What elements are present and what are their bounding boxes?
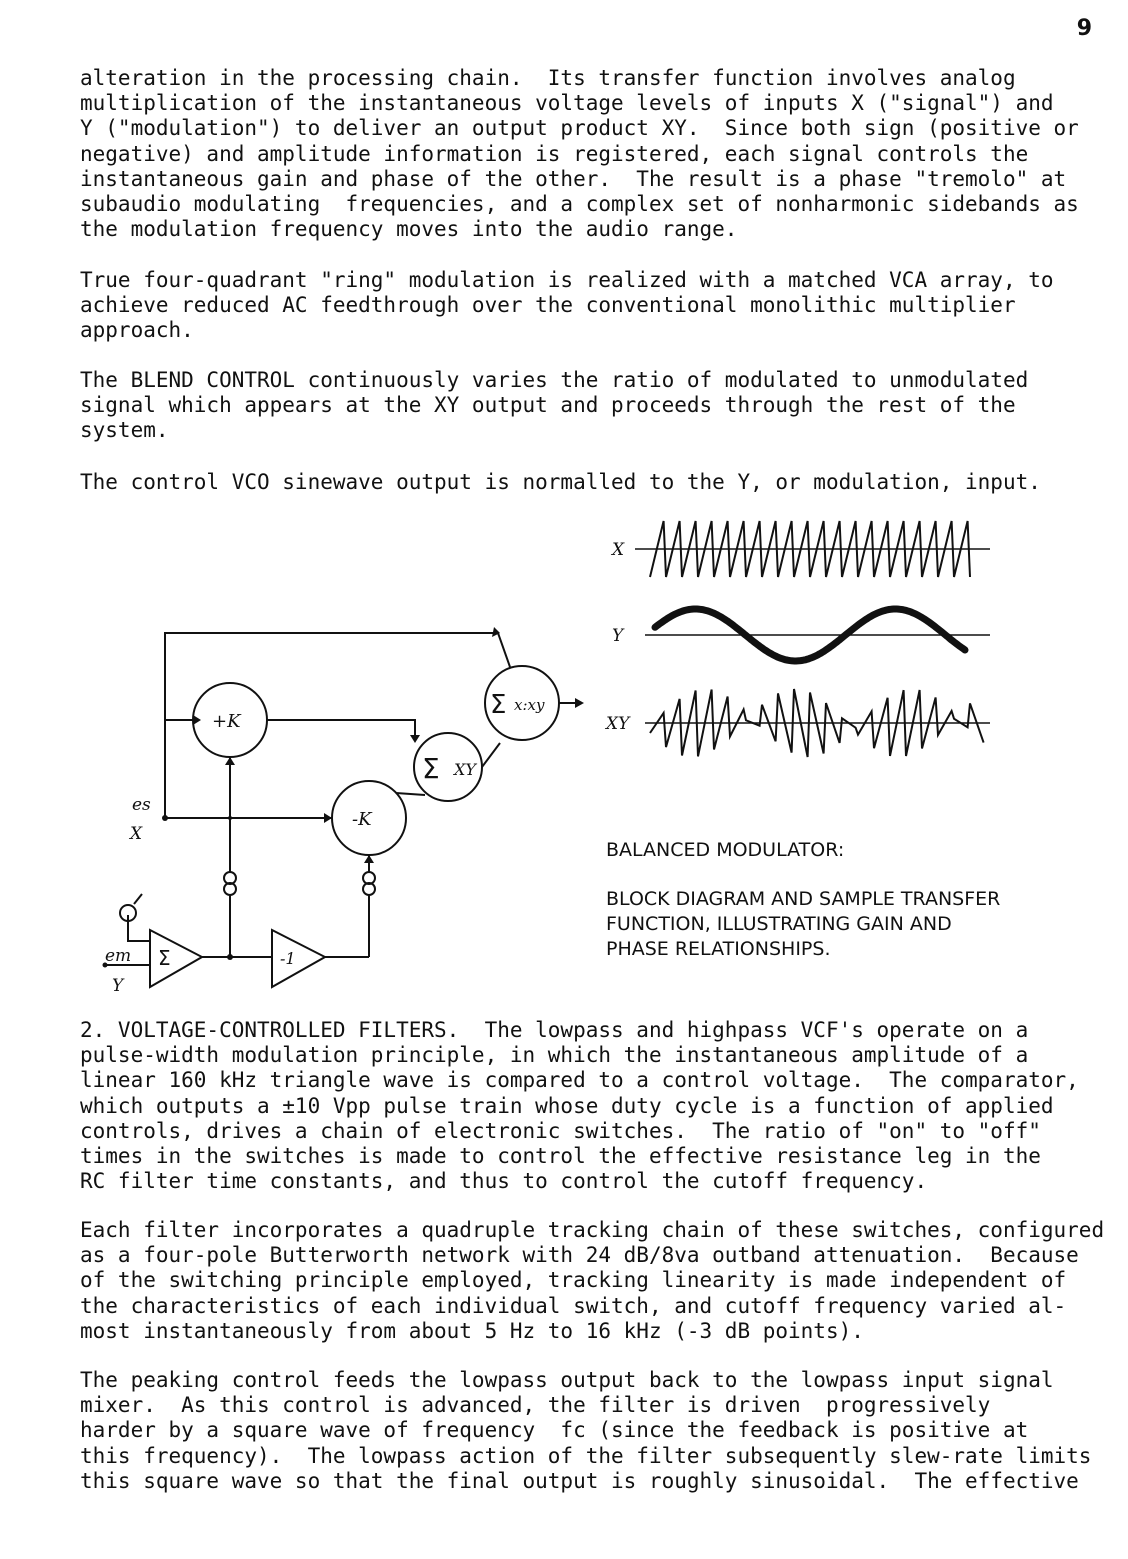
em-label: em [105,946,132,966]
text-line: linear 160 kHz triangle wave is compared to a control voltage. The comparator, [80,1068,1079,1093]
y-waveform-label: Y [612,626,624,646]
text-line: 2. VOLTAGE-CONTROLLED FILTERS. The lowpass and highpass VCF's operate on a [80,1018,1029,1042]
es-label: es [132,795,151,815]
text-line: True four-quadrant "ring" modulation is realized with a matched VCA array, to [80,268,1054,292]
gain-positive-label: +K [212,711,241,732]
text-line: the modulation frequency moves into the audio range. [80,217,738,242]
arrow-to-blend [498,633,510,667]
text-line: subaudio modulating frequencies, and a complex set of nonharmonic sidebands as [80,192,1079,217]
text-line: controls, drives a chain of electronic switches. The ratio of "on" to "off" [80,1118,1041,1143]
paragraph-blend-control [80,368,1028,444]
mixer-label: Σ [158,946,171,970]
text-line: multiplication of the instantaneous voltage levels of inputs X ("signal") and [80,91,1054,116]
blend-control-line [128,915,150,941]
inverter-label: -1 [280,949,296,968]
blend-control-pointer [134,894,142,904]
paragraph-peaking-control [80,1368,1091,1494]
text-line: mixer. As this control is advanced, the filter is driven progressively [80,1393,991,1418]
text-line: signal which appears at the XY output and proceeds through the rest of the [80,393,1016,418]
text-line: this frequency). The lowpass action of the filter subsequently slew-rate limits [80,1443,1092,1468]
arrowhead [410,735,420,743]
gain-negative-label: -K [352,809,372,830]
arrowhead [193,715,201,725]
text-line: most instantaneously from about 5 Hz to 16 kHz (-3 dB points). [80,1318,864,1343]
arrowhead [225,757,235,765]
sum-symbol-icon: Σ [422,752,440,785]
text-line: pulse-width modulation principle, in which the instantaneous amplitude of a [80,1043,1029,1068]
text-line: Each filter incorporates a quadruple tracking chain of these switches, configured [80,1218,1105,1242]
negk-to-sum-line [396,793,425,795]
paragraph-ring-modulator-transfer [80,66,1079,242]
text-line: Y ("modulation") to deliver an output product XY. Since both sign (positive or [80,116,1079,141]
caption-line: PHASE RELATIONSHIPS. [606,938,831,960]
arrowhead [324,813,332,823]
text-line: times in the switches is made to control the effective resistance leg in the [80,1144,1041,1169]
arrowhead [364,855,374,863]
text-line: which outputs a ±10 Vpp pulse train whose duty cycle is a function of applied [80,1093,1054,1118]
blend-sigma-icon: Σ [490,690,507,720]
page-number: 9 [1076,16,1092,41]
figure-caption [606,838,1000,962]
junction-dot [227,954,233,960]
blend-output-label: x:xy [514,696,545,714]
y-input-label: Y [112,976,124,996]
caption-title: BALANCED MODULATOR: [606,839,845,861]
paragraph-vco-normalled [80,470,1041,495]
text-line: alteration in the processing chain. Its transfer function involves analog [80,66,1016,90]
text-line: instantaneous gain and phase of the other. The result is a phase "tremolo" at [80,166,1067,191]
text-line: RC filter time constants, and thus to control the cutoff frequency. [80,1169,928,1194]
paragraph-voltage-controlled-filters [80,1018,1079,1194]
text-line: The control VCO sinewave output is normalled to the Y, or modulation, input. [80,470,1041,494]
text-line: approach. [80,318,194,343]
text-line: system. [80,418,169,443]
sum-to-blend-line [482,743,500,767]
posk-to-sum-line [267,720,415,741]
x-input-label: X [130,824,143,844]
sum-xy-label: XY [454,760,476,779]
arrowhead [575,698,584,708]
xy-waveform-label: XY [606,714,630,734]
text-line: The peaking control feeds the lowpass output back to the lowpass input signal [80,1368,1054,1392]
text-line: as a four-pole Butterworth network with 24 dB/8va outband attenuation. Because [80,1243,1079,1268]
text-line: The BLEND CONTROL continuously varies the ratio of modulated to unmodulated [80,368,1029,392]
paragraph-four-quadrant [80,268,1054,344]
x-waveform-label: X [612,540,625,560]
caption-line: FUNCTION, ILLUSTRATING GAIN AND [606,913,952,935]
text-line: this square wave so that the final output is roughly sinusoidal. The effective [80,1468,1079,1493]
text-line: the characteristics of each individual switch, and cutoff frequency varied al- [80,1293,1067,1318]
text-line: of the switching principle employed, tracking linearity is made independent of [80,1268,1067,1293]
junction-dot [162,815,168,821]
caption-line: BLOCK DIAGRAM AND SAMPLE TRANSFER [606,888,1001,910]
junction-dot [228,816,232,820]
paragraph-tracking-chain [80,1218,1104,1344]
text-line: harder by a square wave of frequency fc (since the feedback is positive at [80,1418,1029,1443]
text-line: achieve reduced AC feedthrough over the conventional monolithic multiplier [80,293,1016,318]
text-line: negative) and amplitude information is registered, each signal controls the [80,141,1029,166]
